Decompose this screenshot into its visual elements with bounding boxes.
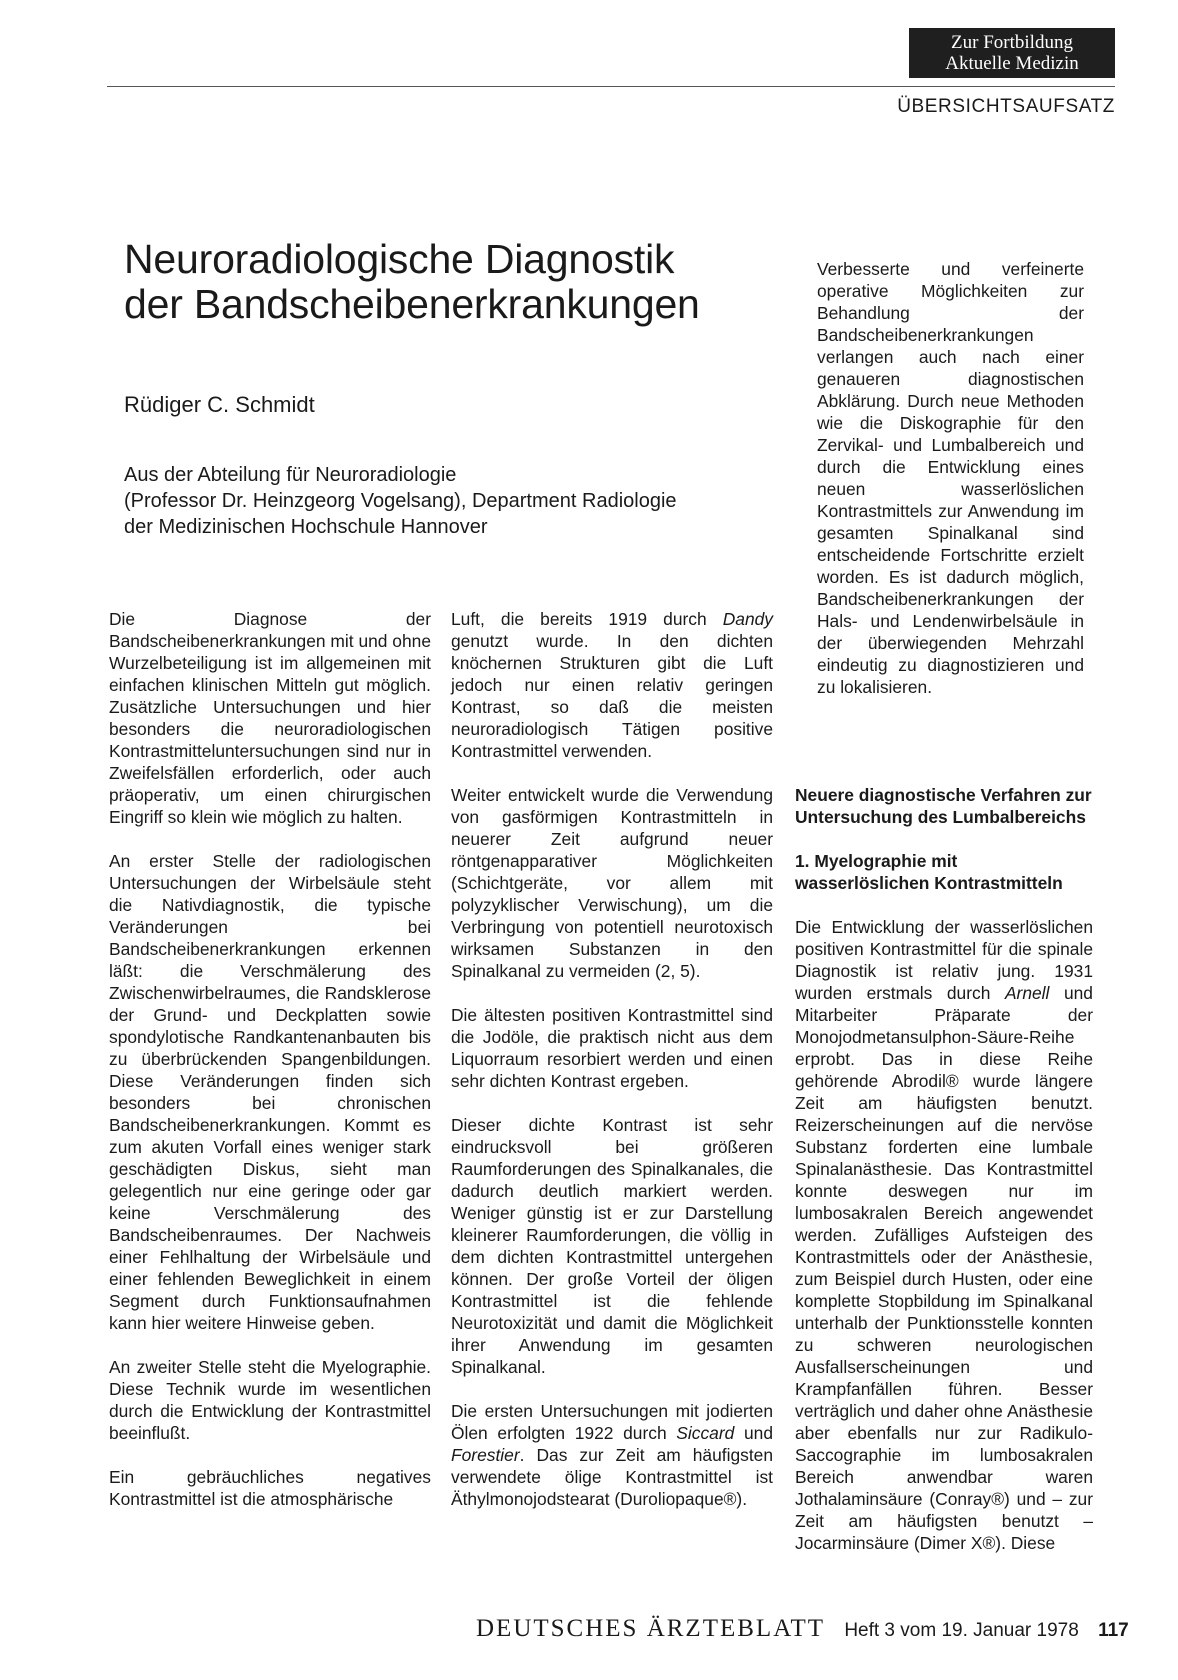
cited-author: Forestier [451, 1445, 520, 1465]
section-heading: Neuere diagnostische Verfahren zur Untersuchung des Lumbalbereichs [795, 785, 1092, 827]
column-4 [795, 784, 1093, 1576]
column-1 [109, 608, 431, 1532]
title-line-1: Neuroradiologische Diagnostik [124, 236, 675, 282]
journal-name: DEUTSCHES ÄRZTEBLATT [476, 1615, 826, 1642]
badge-line-2: Aktuelle Medizin [945, 53, 1079, 74]
page-footer [476, 1615, 1129, 1643]
text-run: Die Entwicklung der wasserlöslichen positiven Kontrastmittel für die spinale Diagnostik ist relativ jung. 1931 wurden erstmals durch [795, 917, 1093, 1003]
text-run: und Mitarbeiter Präparate der Monojodmetansulphon-Säure-Reihe erprobt. Das in diese Reihe gehörende Abrodil® wurde längere Zeit am häufigsten benutzt. Reizerscheinungen auf die nervöse Substanz forderten eine lumbale Spinalanästhesie. Das Kontrastmittel konnte deswegen nur im lumbosakralen Bereich angewendet werden. Zufälliges Aufsteigen des Kontrastmittels oder der Anästhesie, zum Beispiel durch Husten, oder eine komplette Stopbildung im Spinalkanal unterhalb der Punktionsstelle konnten zu schweren neurologischen Ausfallserscheinungen und Krampfanfällen führen. Besser verträglich und daher ohne Anästhesie aber ebenfalls nur zur Radikulo-Saccographie im lumbosakralen Bereich anwendbar waren Jothalaminsäure (Conray®) und – zur Zeit am häufigsten benutzt – Jocarminsäure (Dimer X®). Diese [795, 983, 1093, 1553]
paragraph: Die ältesten positiven Kontrastmittel sind die Jodöle, die praktisch nicht aus dem Liquorraum resorbiert werden und einen sehr dichten Kontrast ergeben. [451, 1005, 773, 1091]
badge-line-1: Zur Fortbildung [951, 32, 1073, 53]
affiliation-line-2: (Professor Dr. Heinzgeorg Vogelsang), Department Radiologie [124, 490, 677, 512]
cited-author: Dandy [722, 609, 773, 629]
column-3-abstract [817, 258, 1084, 720]
paragraph: Ein gebräuchliches negatives Kontrastmittel ist die atmosphärische [109, 1467, 431, 1509]
header-rule [107, 86, 1115, 87]
paragraph [451, 1400, 773, 1510]
affiliation-line-1: Aus der Abteilung für Neuroradiologie [124, 464, 457, 486]
paragraph [451, 608, 773, 762]
section-label: ÜBERSICHTSAUFSATZ [897, 96, 1115, 117]
section-badge [909, 28, 1115, 78]
text-run: . Das zur Zeit am häufigsten verwendete ölige Kontrastmittel ist Äthylmonojodstearat (Duroliopaque®). [451, 1445, 773, 1509]
paragraph: Dieser dichte Kontrast ist sehr eindrucksvoll bei größeren Raumforderungen des Spinalkanales, die dadurch deutlich markiert werden. Weniger günstig ist er zur Darstellung kleinerer Raumforderungen, die völlig in dem dichten Kontrastmittel untergehen können. Der große Vorteil der öligen Kontrastmittel ist die fehlende Neurotoxizität und damit die Möglichkeit ihrer Anwendung im gesamten Spinalkanal. [451, 1115, 773, 1377]
text-run: Die ersten Untersuchungen mit jodierten Ölen erfolgten 1922 durch [451, 1401, 773, 1443]
issue-info: Heft 3 vom 19. Januar 1978 [844, 1620, 1079, 1641]
text-run: genutzt wurde. In den dichten knöchernen Strukturen gibt die Luft jedoch nur einen relativ geringen Kontrast, so daß die meisten neuroradiologisch Tätigen positive Kontrastmittel verwenden. [451, 631, 773, 761]
cited-author: Siccard [676, 1423, 735, 1443]
affiliation-line-3: der Medizinischen Hochschule Hannover [124, 516, 488, 538]
paragraph: Weiter entwickelt wurde die Verwendung von gasförmigen Kontrastmitteln in neuerer Zeit aufgrund neuer röntgenapparativer Möglichkeiten (Schichtgeräte, vor allem mit polyzyklischer Verwischung), um die Verbringung von potentiell neurotoxisch wirksamen Substanzen in den Spinalkanal zu vermeiden (2, 5). [451, 785, 773, 981]
column-2 [451, 608, 773, 1532]
paragraph: An zweiter Stelle steht die Myelographie. Diese Technik wurde im wesentlichen durch die Entwicklung der Kontrastmittel beeinflußt. [109, 1357, 431, 1443]
subsection-heading: 1. Myelographie mit wasserlöslichen Kontrastmitteln [795, 851, 1063, 893]
paragraph [795, 916, 1093, 1554]
paragraph: Die Diagnose der Bandscheibenerkrankungen mit und ohne Wurzelbeteiligung ist im allgemeinen mit einfachen klinischen Mitteln gut möglich. Zusätzliche Untersuchungen und hier besonders die neuroradiologischen Kontrastmitteluntersuchungen sind nur in Zweifelsfällen erforderlich, oder auch präoperativ, um einen chirurgischen Eingriff so klein wie möglich zu halten. [109, 609, 431, 827]
paragraph: An erster Stelle der radiologischen Untersuchungen der Wirbelsäule steht die Nativdiagnostik, die typische Veränderungen bei Bandscheibenerkrankungen erkennen läßt: die Verschmälerung des Zwischenwirbelraumes, die Randsklerose der Grund- und Deckplatten sowie spondylotische Randkantenanbauten bis zu überbrückenden Spangenbildungen. Diese Veränderungen finden sich besonders bei chronischen Bandscheibenerkrankungen. Kommt es zum akuten Vorfall eines weniger stark geschädigten Diskus, sieht man gelegentlich nur eine geringe oder gar keine Verschmälerung des Bandscheibenraumes. Der Nachweis einer Fehlhaltung der Wirbelsäule und einer fehlenden Beweglichkeit in einem Segment durch Funktionsaufnahmen kann hier weitere Hinweise geben. [109, 851, 431, 1333]
title-line-2: der Bandscheibenerkrankungen [124, 281, 700, 327]
author: Rüdiger C. Schmidt [124, 392, 315, 417]
text-run: und [734, 1423, 773, 1443]
abstract-paragraph: Verbesserte und verfeinerte operative Möglichkeiten zur Behandlung der Bandscheibenerkrankungen verlangen auch nach einer genaueren diagnostischen Abklärung. Durch neue Methoden wie die Diskographie für den Zervikal- und Lumbalbereich und durch die Entwicklung eines neuen wasserlöslichen Kontrastmittels zur Anwendung im gesamten Spinalkanal sind entscheidende Fortschritte erzielt worden. Es ist dadurch möglich, Bandscheibenerkrankungen der Hals- und Lendenwirbelsäule in der überwiegenden Mehrzahl eindeutig zu diagnostizieren und zu lokalisieren. [817, 259, 1084, 697]
article-title [124, 237, 744, 327]
text-run: Luft, die bereits 1919 durch [451, 609, 723, 629]
page-number: 117 [1098, 1620, 1129, 1641]
cited-author: Arnell [1004, 983, 1050, 1003]
affiliation [124, 462, 677, 540]
